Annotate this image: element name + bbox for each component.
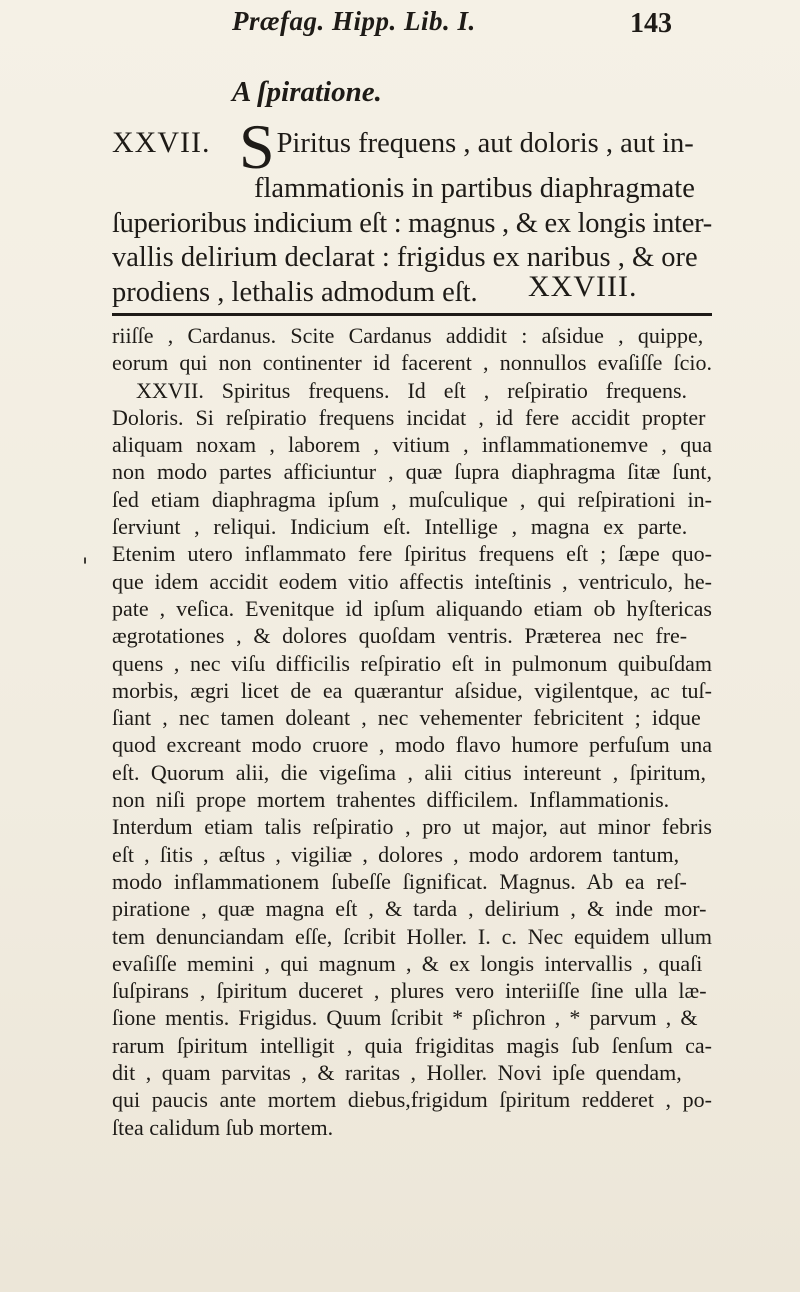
commentary-line: Interdum etiam talis reſpiratio , pro ut major, aut minor febris <box>112 814 712 840</box>
commentary-line: ſiant , nec tamen doleant , nec vehementer febricitent ; idque <box>112 705 701 731</box>
commentary-line: modo inflammationem ſubeſſe ſignificat. Magnus. Ab ea reſ- <box>112 868 687 894</box>
aphorism-text-line: prodiens , lethalis admodum eſt. <box>112 276 478 308</box>
commentary-line: eſt , ſitis , æſtus , vigiliæ , dolores , modo ardorem tantum, <box>112 841 680 867</box>
commentary-block <box>112 322 712 1141</box>
next-aphorism-number: XXVIII. <box>528 270 638 303</box>
commentary-line: non niſi prope mortem trahentes difficilem. Inflammationis. <box>112 787 670 813</box>
page-number: 143 <box>630 8 672 39</box>
commentary-line: piratione , quæ magna eſt , & tarda , delirium , & inde mor- <box>112 896 707 922</box>
commentary-line: aliquam noxam , laborem , vitium , inflammationemve , qua <box>112 432 712 458</box>
commentary-line: XXVII. Spiritus frequens. Id eſt , reſpiratio frequens. <box>136 377 688 403</box>
commentary-line: ſione mentis. Frigidus. Quum ſcribit * pſichron , * parvum , & <box>112 1005 698 1031</box>
commentary-line: eorum qui non continenter id facerent , nonnullos evaſiſſe ſcio. <box>112 350 712 376</box>
aphorism-text-line <box>112 172 712 207</box>
commentary-line: ſuſpirans , ſpiritum duceret , plures vero interiiſſe ſine ulla læ- <box>112 978 707 1004</box>
commentary-line: non modo partes afficiuntur , quæ ſupra diaphragma ſitæ ſunt, <box>112 459 712 485</box>
aphorism-number: XXVII. <box>112 126 211 159</box>
section-divider <box>112 313 712 316</box>
commentary-line: ſerviunt , reliqui. Indicium eſt. Intellige , magna ex parte. <box>112 514 688 540</box>
commentary-line: quens , nec viſu difficilis reſpiratio eſt in pulmonum quibuſdam <box>112 650 712 676</box>
commentary-line: qui paucis ante mortem diebus,frigidum ſpiritum redderet , po- <box>112 1087 712 1113</box>
commentary-line: Doloris. Si reſpiratio frequens incidat , id fere accidit propter <box>112 404 706 430</box>
aphorism-text-line: Piritus frequens , aut doloris , aut in- <box>276 128 694 159</box>
commentary-line: Etenim utero inflammato fere ſpiritus frequens eſt ; ſæpe quo- <box>112 541 712 567</box>
commentary-line: dit , quam parvitas , & raritas , Holler. Novi ipſe quendam, <box>112 1060 682 1086</box>
aphorism-text-line: ſuperioribus indicium eſt : magnus , & ex longis inter- <box>112 207 712 239</box>
commentary-line: ægrotationes , & dolores quoſdam ventris. Præterea nec fre- <box>112 623 688 649</box>
drop-cap: S <box>238 111 275 182</box>
section-title: A ſpiratione. <box>232 76 382 108</box>
commentary-line: rarum ſpiritum intelligit , quia frigiditas magis ſub ſenſum ca- <box>112 1032 712 1058</box>
commentary-line: pate , veſica. Evenitque id ipſum aliquando etiam ob hyſtericas <box>112 595 712 621</box>
commentary-line: tem denunciandam eſſe, ſcribit Holler. I. c. Nec equidem ullum <box>112 923 712 949</box>
running-head <box>0 6 800 46</box>
margin-mark: ' <box>82 555 89 580</box>
running-head-title: Præfag. Hipp. Lib. I. <box>232 6 476 36</box>
commentary-line: ſed etiam diaphragma ipſum , muſculique , qui reſpirationi in- <box>112 486 712 512</box>
commentary-line: eſt. Quorum alii, die vigeſima , alii citius intereunt , ſpiritum, <box>112 759 707 785</box>
commentary-line: riiſſe , Cardanus. Scite Cardanus addidit : aſsidue , quippe, <box>112 323 704 348</box>
aphorism-text: flammationis in partibus diaphragmate <box>254 173 695 204</box>
commentary-line: evaſiſſe memini , qui magnum , & ex longis intervallis , quaſi <box>112 950 703 976</box>
commentary-line: morbis, ægri licet de ea quærantur aſsidue, vigilentque, ac tuſ- <box>112 677 712 703</box>
commentary-line: quod excreant modo cruore , modo flavo humore perfuſum una <box>112 732 712 758</box>
aphorism-text-line: vallis delirium declarat : frigidus ex naribus , & ore <box>112 242 698 273</box>
aphorism-line-1 <box>112 111 712 182</box>
commentary-line: que idem accidit eodem vitio affectis inteſtinis , ventriculo, he- <box>112 568 712 594</box>
commentary-line: ſtea calidum ſub mortem. <box>112 1114 334 1140</box>
